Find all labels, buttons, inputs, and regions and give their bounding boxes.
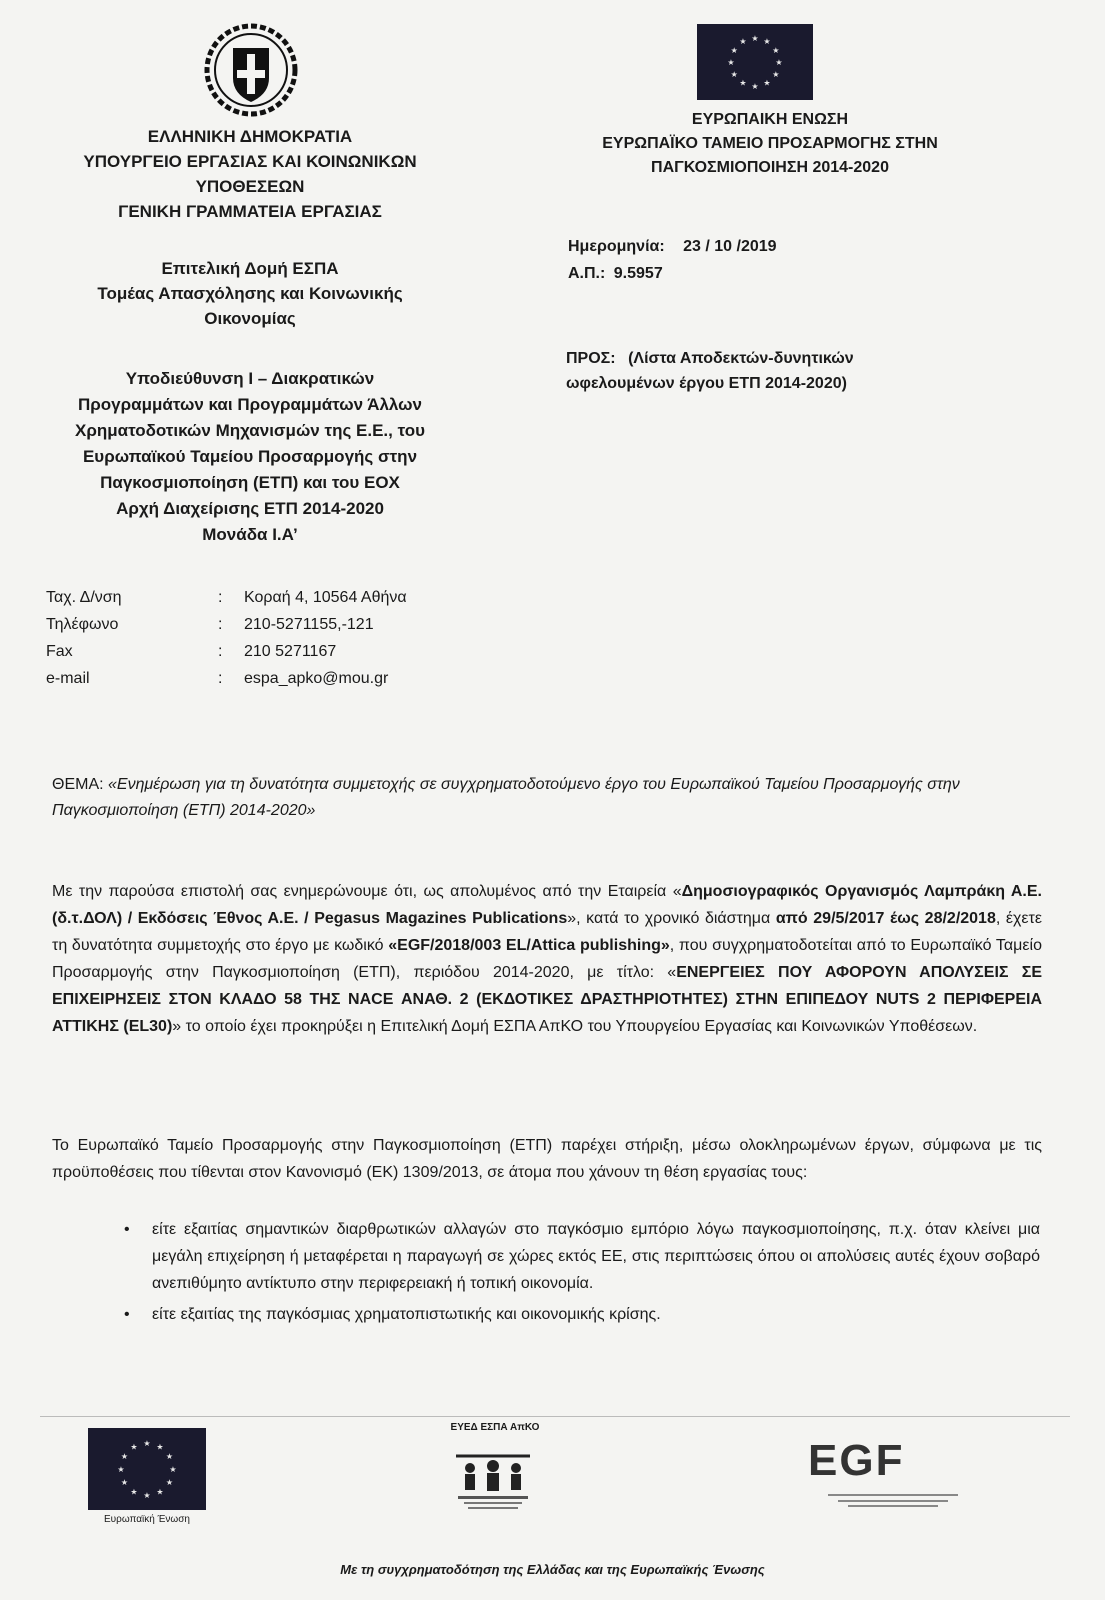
eu-star-icon: ★ (739, 37, 747, 47)
eu-header-line: ΕΥΡΩΠΑΙΚΗ ΕΝΩΣΗ (691, 111, 849, 128)
p1-text: Με την παρούσα επιστολή σας ενημερώνουμε ότι, ως απολυμένος από την Εταιρεία « (52, 883, 682, 900)
eu-star-icon: ★ (739, 78, 747, 88)
ref-value: 9.5957 (613, 265, 663, 282)
eu-star-icon: ★ (751, 81, 759, 91)
eu-star-icon: ★ (165, 1451, 174, 1461)
egf-logo-subtext-icon (828, 1492, 958, 1508)
egf-logo: EGF (808, 1436, 905, 1485)
ministry-header (40, 124, 460, 224)
unit-header (40, 256, 460, 331)
bullet-text: είτε εξαιτίας της παγκόσμιας χρηματοπιστωτικής και οικονομικής κρίσης. (152, 1306, 661, 1323)
to-value-2: ωφελουμένων έργου ΕΤΠ 2014-2020) (566, 375, 847, 392)
eu-star-icon: ★ (772, 69, 780, 79)
subject-text: «Ενημέρωση για τη δυνατότητα συμμετοχής σε συγχρηματοδοτούμενο έργο του Ευρωπαϊκού Ταμείου Προσαρμογής στην Παγκοσμιοποίηση (ΕΤΠ) 2014-2020» (52, 776, 960, 819)
recipient-block (566, 346, 854, 396)
unit-line: Επιτελική Δομή ΕΣΠΑ (161, 259, 339, 278)
subunit-line: Αρχή Διαχείρισης ΕΤΠ 2014-2020 (116, 499, 384, 518)
subunit-line: Υποδιεύθυνση Ι – Διακρατικών (125, 369, 375, 388)
project-title: ΕΝΕΡΓΕΙΕΣ ΠΟΥ ΑΦΟΡΟΥΝ ΑΠΟΛΥΣΕΙΣ ΣΕ ΕΠΙΧΕΙΡΗΣΕΙΣ ΣΤΟΝ ΚΛΑΔΟ 58 ΤΗΣ NACE ΑΝΑΘ. 2 (ΕΚΔΟΤΙΚΕΣ ΔΡΑΣΤΗΡΙΟΤΗΤΕΣ) ΣΤΗΝ ΕΠΙΠΕΔΟΥ NUTS 2 ΠΕΡΙΦΕΡΕΙΑ ΑΤΤΙΚΗΣ (EL30) (52, 964, 1042, 1035)
bullet-list (120, 1216, 1040, 1332)
p1-text: , έχετε τη δυνατότητα συμμετοχής στο έργο με κωδικό (52, 910, 1043, 954)
subunit-line: Μονάδα Ι.Α’ (202, 525, 298, 544)
project-code: «EGF/2018/003 EL/Attica publishing» (388, 937, 670, 954)
eu-star-icon: ★ (120, 1451, 129, 1461)
contact-sep: : (218, 643, 223, 660)
espa-logo-icon (448, 1438, 538, 1518)
unit-line: Τομέας Απασχόλησης και Κοινωνικής (97, 284, 403, 303)
bullet-text: είτε εξαιτίας σημαντικών διαρθρωτικών αλλαγών στο παγκόσμιο εμπόριο λόγω παγκοσμιοποίησης, π.χ. όταν κλείνει μια μεγάλη επιχείρηση ή μεταφέρεται η παραγωγή σε χώρες εκτός ΕΕ, στις περιπτώσεις όπου οι απολύσεις αυτές έχουν σοβαρό ανεπιθύμητο αντίκτυπο στην περιφερειακή ή τοπική οικονομία. (152, 1221, 1040, 1292)
body-paragraph-1 (52, 878, 1042, 1040)
eu-star-icon: ★ (130, 1442, 138, 1452)
eu-star-icon: ★ (130, 1487, 138, 1497)
contact-value: 210-5271155,-121 (244, 616, 374, 633)
contact-sep: : (218, 616, 223, 633)
unit-line: Οικονομίας (204, 309, 296, 328)
body-paragraph-2: Το Ευρωπαϊκό Ταμείο Προσαρμογής στην Παγκοσμιοποίηση (ΕΤΠ) παρέχει στήριξη, μέσω ολοκληρωμένων έργων, σύμφωνα με τις προϋποθέσεις που τίθενται στον Κανονισμό (ΕΚ) 1309/2013, σε άτομα που χάνουν τη θέση εργασίας τους: (52, 1137, 1042, 1181)
eu-star-icon: ★ (143, 1438, 151, 1448)
subject-label: ΘΕΜΑ: (52, 776, 104, 793)
greek-coat-of-arms-icon (203, 22, 299, 118)
header-line: ΥΠΟΘΕΣΕΩΝ (195, 177, 305, 196)
espa-caption: ΕΥΕΔ ΕΣΠΑ ΑπΚΟ (450, 1422, 540, 1433)
ref-label: Α.Π.: (568, 265, 606, 282)
to-value-1: (Λίστα Αποδεκτών-δυνητικών (628, 350, 854, 367)
eu-star-icon: ★ (165, 1477, 174, 1487)
period: από 29/5/2017 έως 28/2/2018 (775, 910, 996, 927)
contact-value: espa_apko@mou.gr (244, 670, 389, 687)
eu-star-icon: ★ (117, 1464, 125, 1474)
eu-star-icon: ★ (730, 45, 738, 55)
eu-star-icon: ★ (763, 37, 771, 47)
bullet-icon: • (124, 1306, 130, 1323)
eu-star-icon: ★ (120, 1477, 129, 1487)
p1-text: » το οποίο έχει προκηρύξει η Επιτελική Δομή ΕΣΠΑ ΑπΚΟ του Υπουργείου Εργασίας και Κοινωνικών Υποθέσεων. (172, 1018, 978, 1035)
contact-value: Κοραή 4, 10564 Αθήνα (244, 589, 407, 606)
subunit-line: Προγραμμάτων και Προγραμμάτων Άλλων (78, 395, 422, 414)
p1-text: , που συγχρηματοδοτείται από το Ευρωπαϊκό Ταμείο Προσαρμογής στην Παγκοσμιοποίηση (ΕΤΠ), περιόδου 2014-2020, με τίτλο: « (52, 937, 1042, 981)
subunit-line: Παγκοσμιοποίηση (ΕΤΠ) και του ΕΟΧ (100, 473, 400, 492)
eu-header (560, 108, 980, 180)
eu-caption: Ευρωπαϊκή Ένωση (104, 1514, 190, 1525)
eu-star-icon: ★ (156, 1487, 164, 1497)
contact-label: e-mail (46, 670, 90, 687)
contact-label: Τηλέφωνο (46, 616, 119, 633)
subject (52, 772, 1042, 824)
date-label: Ημερομηνία: (568, 238, 665, 255)
p1-text: », κατά το χρονικό διάστημα (567, 910, 776, 927)
contact-row-fax (46, 643, 506, 671)
contact-row-phone (46, 616, 506, 644)
footer-divider (40, 1416, 1070, 1417)
contact-sep: : (218, 670, 223, 687)
eu-star-icon: ★ (169, 1464, 177, 1474)
cofinancing-caption: Με τη συγχρηματοδότηση της Ελλάδας και της Ευρωπαϊκής Ένωσης (340, 1562, 765, 1577)
to-label: ΠΡΟΣ: (566, 350, 616, 367)
eu-star-icon: ★ (763, 78, 771, 88)
contact-row-address (46, 589, 506, 617)
contact-sep: : (218, 589, 223, 606)
bullet-icon: • (124, 1221, 130, 1238)
eu-star-icon: ★ (730, 69, 738, 79)
eu-star-icon: ★ (156, 1442, 164, 1452)
contact-label: Fax (46, 643, 73, 660)
subunit-header (40, 366, 460, 548)
eu-flag-icon (697, 24, 813, 100)
header-line: ΓΕΝΙΚΗ ΓΡΑΜΜΑΤΕΙΑ ΕΡΓΑΣΙΑΣ (118, 202, 382, 221)
contact-label: Ταχ. Δ/νση (46, 589, 122, 606)
eu-header-line: ΠΑΓΚΟΣΜΙΟΠΟΙΗΣΗ 2014-2020 (651, 159, 889, 176)
ref-row (568, 265, 663, 283)
date-row (568, 238, 777, 256)
header-line: ΕΛΛΗΝΙΚΗ ΔΗΜΟΚΡΑΤΙΑ (147, 127, 353, 146)
eu-star-icon: ★ (772, 45, 780, 55)
eu-star-icon: ★ (727, 57, 735, 67)
eu-header-line: ΕΥΡΩΠΑΪΚΟ ΤΑΜΕΙΟ ΠΡΟΣΑΡΜΟΓΗΣ ΣΤΗΝ (602, 135, 938, 152)
eu-star-icon: ★ (775, 57, 783, 67)
subunit-line: Ευρωπαϊκού Ταμείου Προσαρμογής στην (82, 447, 418, 466)
eu-star-icon: ★ (751, 33, 759, 43)
list-item (120, 1301, 1040, 1328)
footer-eu-flag-icon (88, 1428, 206, 1510)
contact-row-email (46, 670, 506, 698)
header-line: ΥΠΟΥΡΓΕΙΟ ΕΡΓΑΣΙΑΣ ΚΑΙ ΚΟΙΝΩΝΙΚΩΝ (83, 152, 417, 171)
subunit-line: Χρηματοδοτικών Μηχανισμών της Ε.Ε., του (75, 421, 425, 440)
contact-value: 210 5271167 (244, 643, 337, 660)
date-value: 23 / 10 /2019 (683, 238, 777, 255)
list-item (120, 1216, 1040, 1297)
eu-star-icon: ★ (143, 1490, 151, 1500)
company-name: Δημοσιογραφικός Οργανισμός Λαμπράκη Α.Ε. (δ.τ.ΔΟΛ) / Εκδόσεις Έθνος Α.Ε. / Pegasus Magazines Publications (52, 883, 1042, 927)
